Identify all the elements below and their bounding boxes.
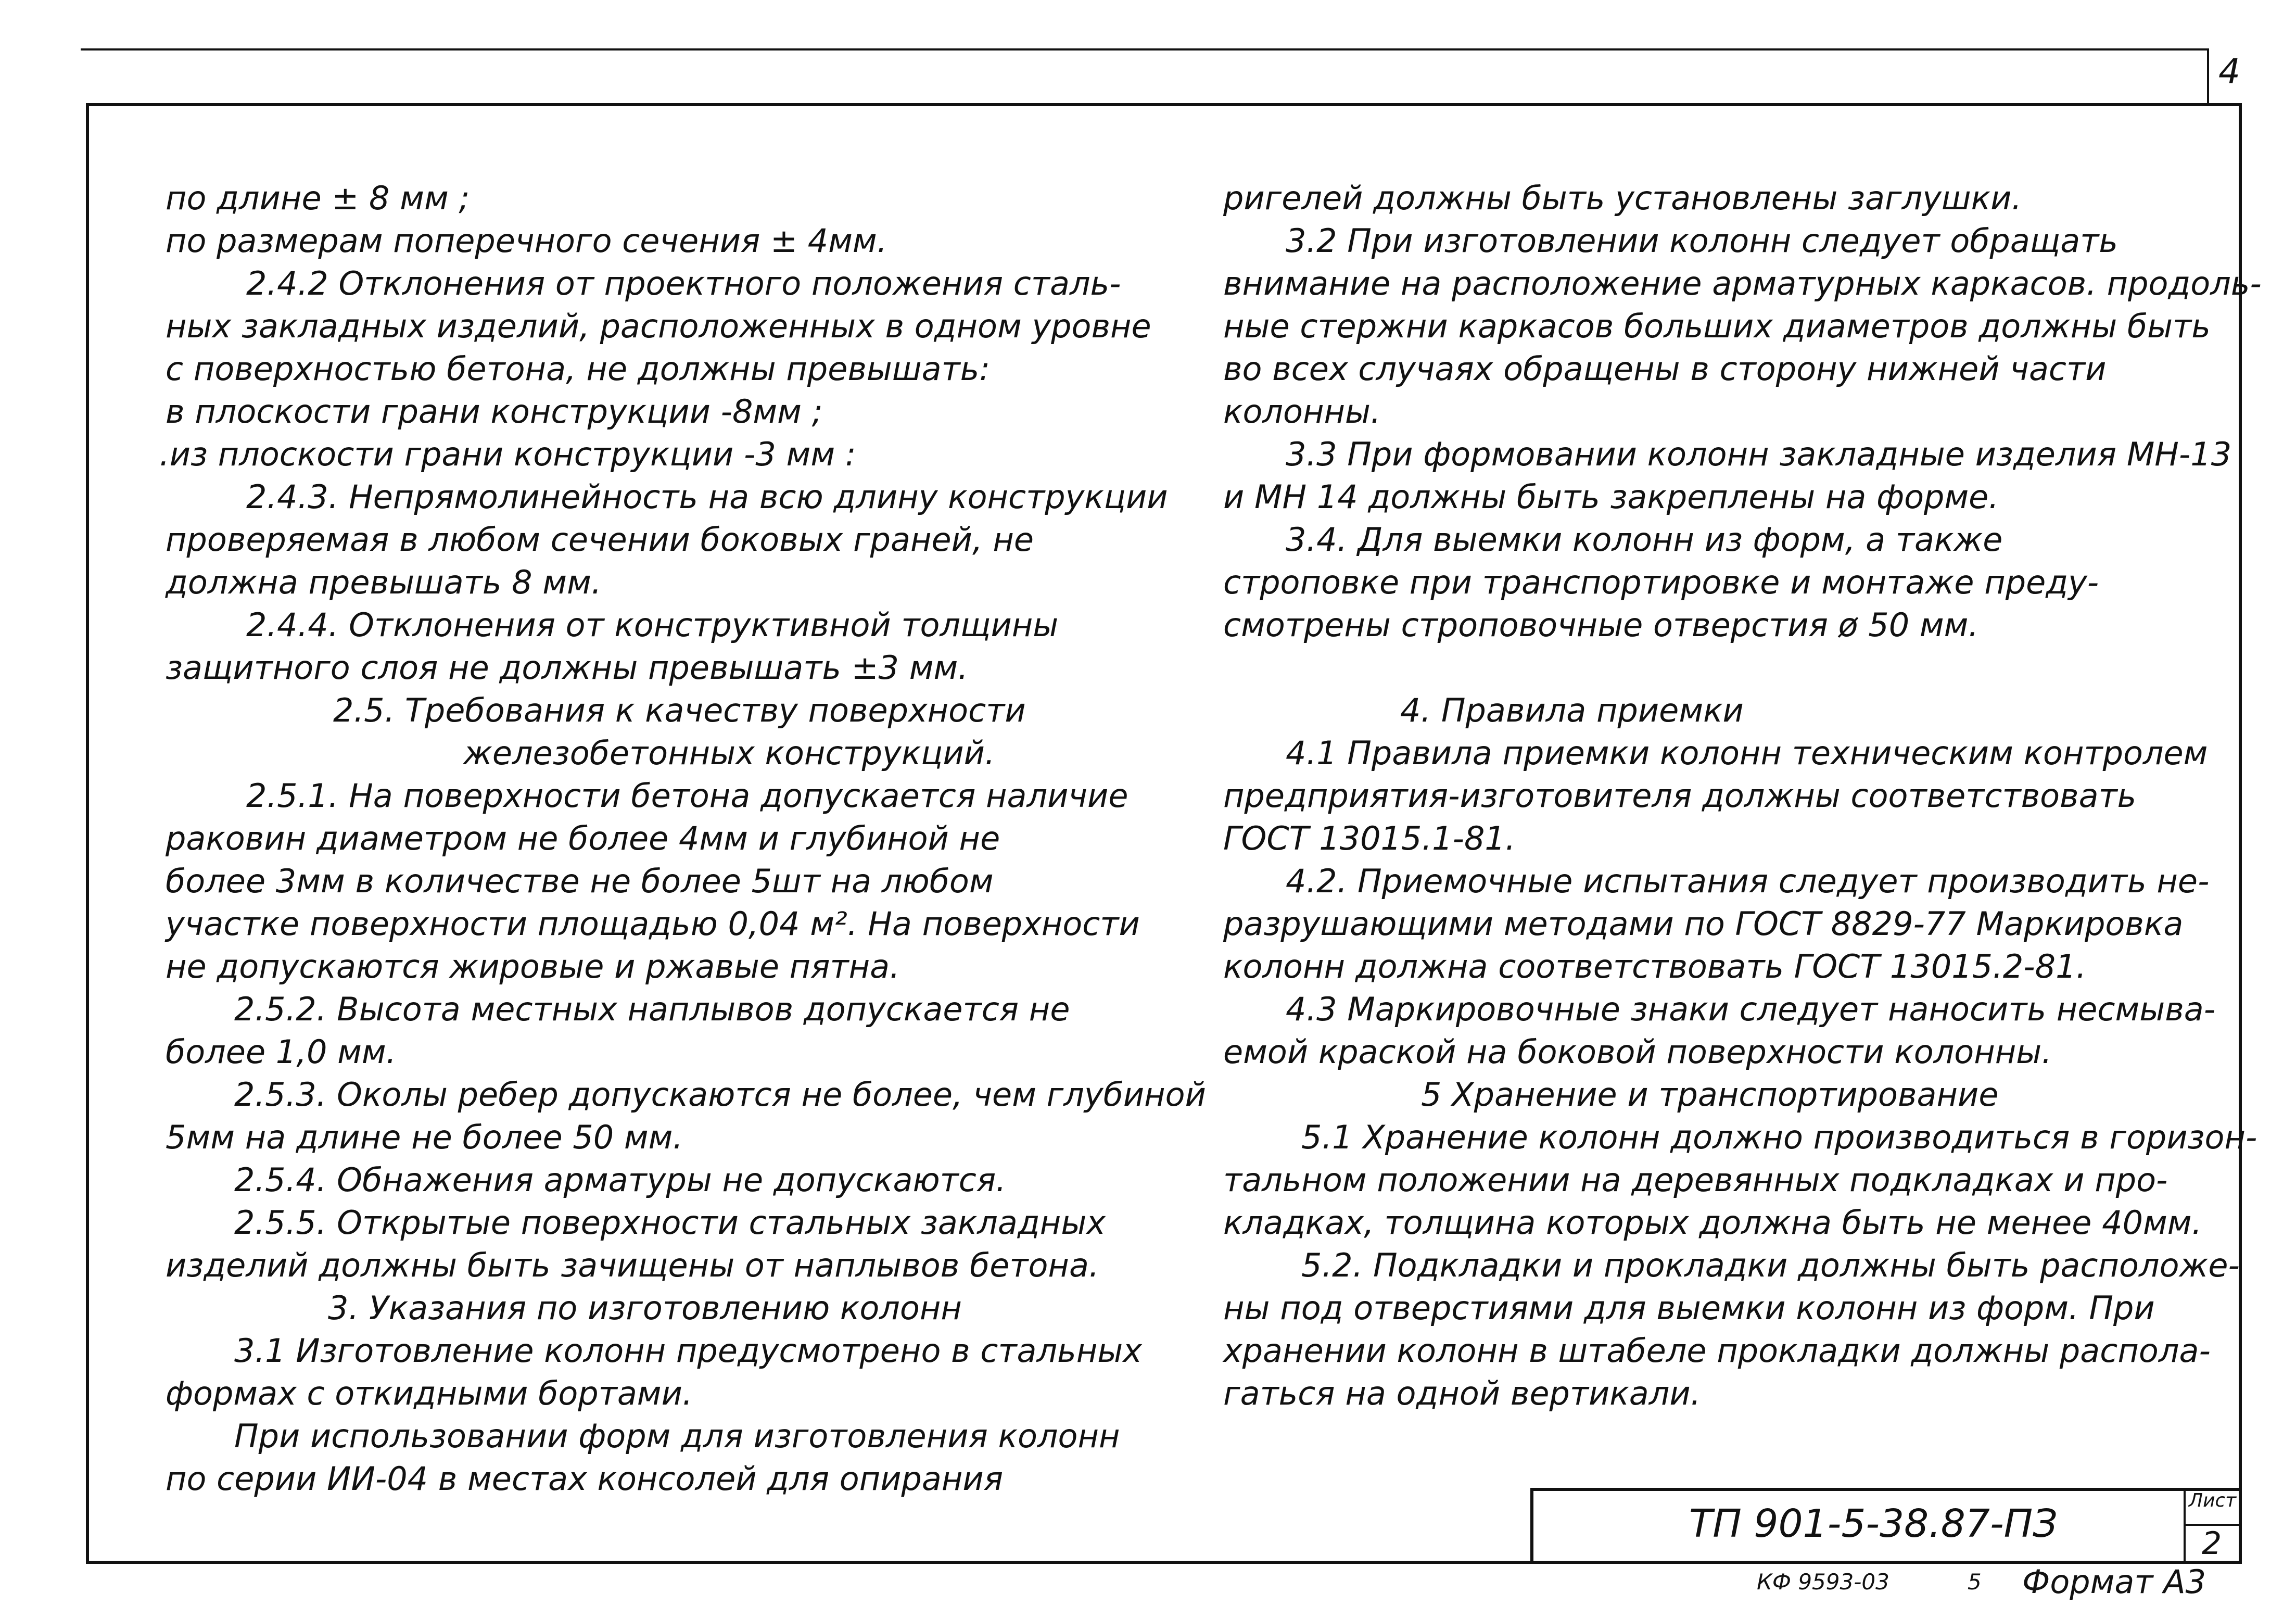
- left-line-16: раковин диаметром не более 4мм и глубиной не: [166, 819, 1000, 857]
- right-line-6: колонны.: [1223, 393, 1381, 431]
- right-line-20: емой краской на боковой поверхности колонны.: [1223, 1033, 2052, 1071]
- right-line-5: во всех случаях обращены в сторону нижней части: [1223, 350, 2107, 388]
- left-line-20: 2.5.2. Высота местных наплывов допускается не: [234, 990, 1070, 1028]
- left-line-7: .из плоскости грани конструкции -3 мм :: [159, 435, 856, 473]
- left-line-14: железобетонных конструкций.: [463, 734, 995, 772]
- right-line-27: хранении колонн в штабеле прокладки должны распола-: [1223, 1332, 2211, 1370]
- left-line-9: проверяемая в любом сечении боковых граней, не: [166, 521, 1034, 559]
- right-line-7: 3.3 При формовании колонн закладные изделия МН-13: [1286, 435, 2232, 473]
- right-line-25: 5.2. Подкладки и прокладки должны быть расположе-: [1301, 1246, 2240, 1284]
- format-label: Формат А3: [2022, 1563, 2206, 1601]
- right-line-9: 3.4. Для выемки колонн из форм, а также: [1286, 521, 2003, 559]
- right-line-17: разрушающими методами по ГОСТ 8829-77 Маркировка: [1223, 905, 2184, 943]
- top-rule: [81, 48, 2207, 50]
- right-line-19: 4.3 Маркировочные знаки следует наносить несмыва-: [1286, 990, 2216, 1028]
- top-sheet-number: 4: [2218, 52, 2240, 92]
- left-line-5: с поверхностью бетона, не должны превышать:: [166, 350, 991, 388]
- right-line-3: внимание на расположение арматурных каркасов. продоль-: [1223, 264, 2262, 302]
- right-line-26: ны под отверстиями для выемки колонн из форм. При: [1223, 1289, 2155, 1327]
- right-line-1: ригелей должны быть установлены заглушки.: [1223, 179, 2022, 217]
- left-line-25: 2.5.5. Открытые поверхности стальных закладных: [234, 1204, 1106, 1242]
- right-line-22: 5.1 Хранение колонн должно производиться в горизон-: [1301, 1118, 2257, 1156]
- right-line-24: кладках, толщина которых должна быть не менее 40мм.: [1223, 1204, 2202, 1242]
- right-line-21: 5 Хранение и транспортирование: [1421, 1076, 1999, 1114]
- document-code: ТП 901-5-38.87-ПЗ: [1689, 1501, 2058, 1546]
- right-line-11: смотрены строповочные отверстия ø 50 мм.: [1223, 606, 1979, 644]
- left-line-29: формах с откидными бортами.: [166, 1374, 693, 1412]
- right-line-28: гаться на одной вертикали.: [1223, 1374, 1701, 1412]
- right-line-12: 4. Правила приемки: [1400, 691, 1744, 729]
- left-line-18: участке поверхности площадью 0,04 м². На поверхности: [166, 905, 1140, 943]
- left-line-12: защитного слоя не должны превышать ±3 мм.: [166, 649, 968, 687]
- right-line-10: строповке при транспортировке и монтаже преду-: [1223, 563, 2099, 601]
- left-line-15: 2.5.1. На поверхности бетона допускается наличие: [246, 777, 1128, 815]
- left-line-23: 5мм на длине не более 50 мм.: [166, 1118, 683, 1156]
- title-block-divider-vertical: [2184, 1488, 2186, 1564]
- left-line-10: должна превышать 8 мм.: [166, 563, 602, 601]
- left-line-30: При использовании форм для изготовления колонн: [234, 1417, 1120, 1455]
- left-line-26: изделий должны быть зачищены от наплывов бетона.: [166, 1246, 1099, 1284]
- left-line-21: более 1,0 мм.: [166, 1033, 397, 1071]
- left-line-17: более 3мм в количестве не более 5шт на любом: [166, 862, 994, 900]
- left-line-11: 2.4.4. Отклонения от конструктивной толщины: [246, 606, 1059, 644]
- left-line-31: по серии ИИ-04 в местах консолей для опирания: [166, 1460, 1004, 1498]
- left-line-3: 2.4.2 Отклонения от проектного положения сталь-: [246, 264, 1121, 302]
- right-line-23: тальном положении на деревянных подкладках и про-: [1223, 1161, 2168, 1199]
- left-line-4: ных закладных изделий, расположенных в одном уровне: [166, 307, 1151, 345]
- kf-code: КФ 9593-03: [1757, 1569, 1889, 1595]
- left-line-2: по размерам поперечного сечения ± 4мм.: [166, 222, 887, 260]
- footer-small-number: 5: [1968, 1569, 1982, 1595]
- left-line-13: 2.5. Требования к качеству поверхности: [333, 691, 1026, 729]
- left-line-22: 2.5.3. Околы ребер допускаются не более, чем глубиной: [234, 1076, 1206, 1114]
- left-line-24: 2.5.4. Обнажения арматуры не допускаются.: [234, 1161, 1006, 1199]
- left-line-28: 3.1 Изготовление колонн предусмотрено в стальных: [234, 1332, 1142, 1370]
- right-line-13: 4.1 Правила приемки колонн техническим контролем: [1286, 734, 2208, 772]
- left-line-8: 2.4.3. Непрямолинейность на всю длину конструкции: [246, 478, 1168, 516]
- left-line-27: 3. Указания по изготовлению колонн: [328, 1289, 962, 1327]
- right-line-4: ные стержни каркасов больших диаметров должны быть: [1223, 307, 2211, 345]
- left-line-19: не допускаются жировые и ржавые пятна.: [166, 947, 900, 985]
- right-line-18: колонн должна соответствовать ГОСТ 13015.2-81.: [1223, 947, 2087, 985]
- right-line-16: 4.2. Приемочные испытания следует производить не-: [1286, 862, 2210, 900]
- right-line-8: и МН 14 должны быть закреплены на форме.: [1223, 478, 1999, 516]
- left-line-6: в плоскости грани конструкции -8мм ;: [166, 393, 823, 431]
- sheet-number: 2: [2202, 1525, 2222, 1562]
- sheet-label: Лист: [2189, 1490, 2237, 1511]
- left-line-1: по длине ± 8 мм ;: [166, 179, 470, 217]
- right-line-2: 3.2 При изготовлении колонн следует обращать: [1286, 222, 2118, 260]
- right-line-14: предприятия-изготовителя должны соответствовать: [1223, 777, 2137, 815]
- right-line-15: ГОСТ 13015.1-81.: [1223, 819, 1516, 857]
